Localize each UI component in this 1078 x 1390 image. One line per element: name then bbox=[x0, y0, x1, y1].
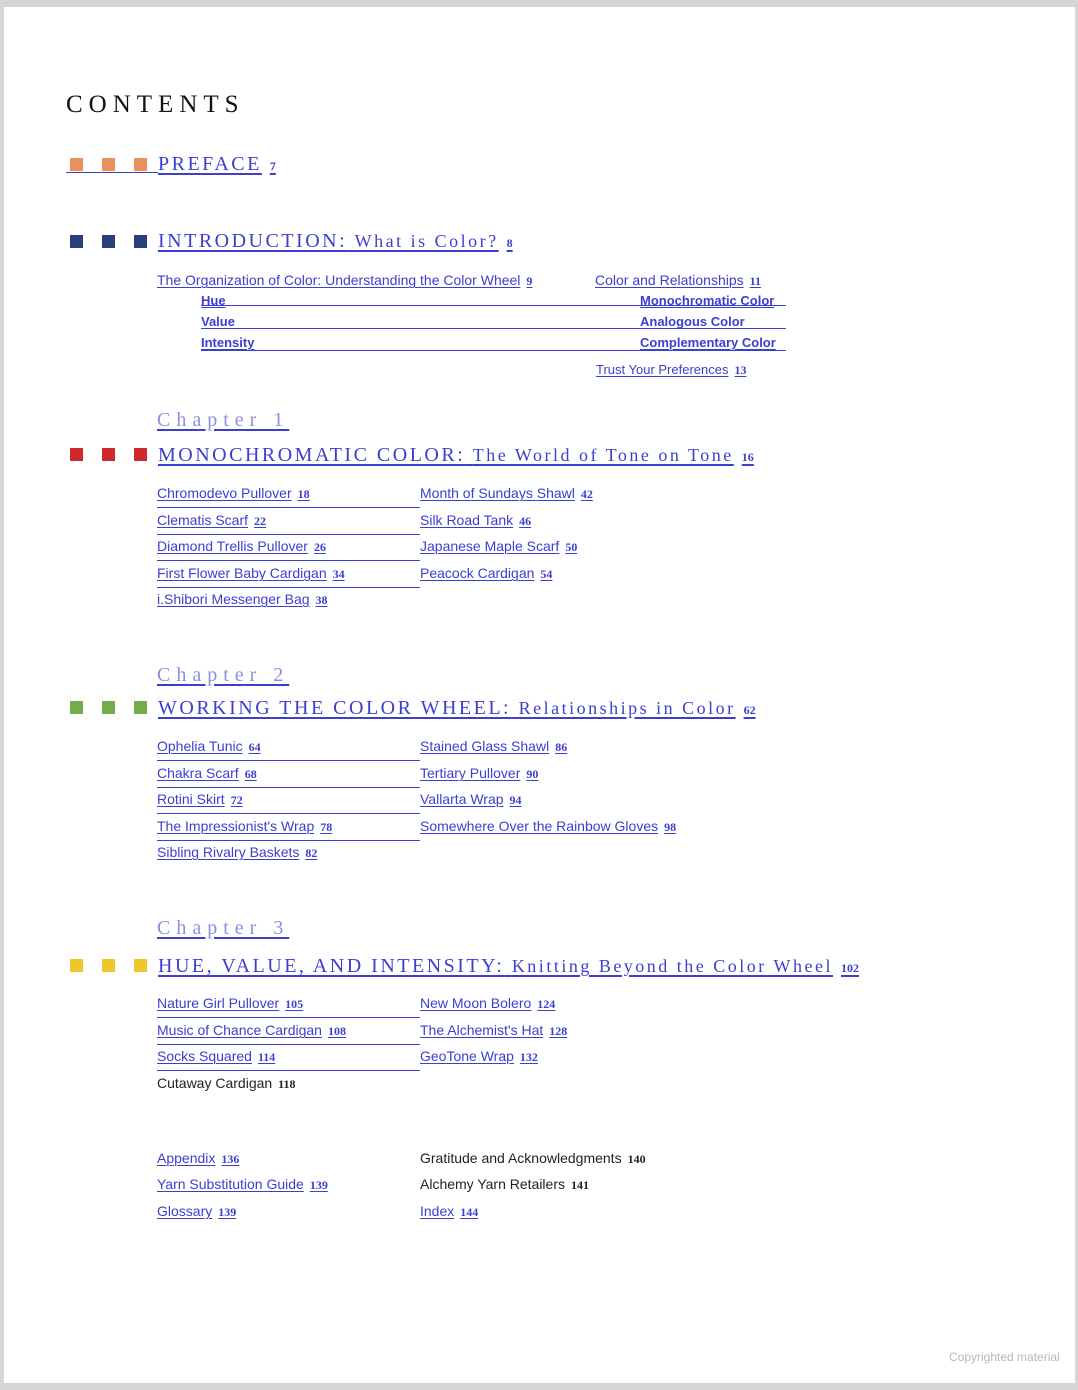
chapter-3-square-1 bbox=[70, 959, 83, 972]
entry-link[interactable]: Clematis Scarf 22 bbox=[157, 512, 267, 528]
hue-link[interactable]: Hue bbox=[201, 293, 226, 308]
entry-link[interactable]: Peacock Cardigan 54 bbox=[420, 565, 553, 581]
preface-rule bbox=[66, 172, 158, 173]
retailers-text: Alchemy Yarn Retailers 141 bbox=[420, 1176, 589, 1192]
value-link[interactable]: Value bbox=[201, 314, 235, 329]
row-rule bbox=[157, 534, 420, 535]
entry-link[interactable]: Somewhere Over the Rainbow Gloves 98 bbox=[420, 818, 677, 834]
chapter-2-heading-link[interactable]: WORKING THE COLOR WHEEL: Relationships in Color 62 bbox=[158, 697, 756, 719]
row-rule bbox=[157, 560, 420, 561]
entry-link[interactable]: Music of Chance Cardigan 108 bbox=[157, 1022, 346, 1038]
intro-right-link[interactable]: Color and Relationships 11 bbox=[595, 272, 761, 288]
entry-link[interactable]: i.Shibori Messenger Bag 38 bbox=[157, 591, 328, 607]
row-rule bbox=[157, 813, 420, 814]
entry-link[interactable]: Rotini Skirt 72 bbox=[157, 791, 243, 807]
chapter-1-square-3 bbox=[134, 448, 147, 461]
trust-preferences-link[interactable]: Trust Your Preferences 13 bbox=[596, 362, 747, 377]
chapter-2-square-3 bbox=[134, 701, 147, 714]
entry-link[interactable]: New Moon Bolero 124 bbox=[420, 995, 556, 1011]
preface-square-1 bbox=[70, 158, 83, 171]
intro-left-link[interactable]: The Organization of Color: Understanding the Color Wheel 9 bbox=[157, 272, 533, 288]
chapter-1-square-2 bbox=[102, 448, 115, 461]
row-rule bbox=[157, 587, 420, 588]
entry-link[interactable]: Silk Road Tank 46 bbox=[420, 512, 532, 528]
row-rule bbox=[157, 1070, 420, 1071]
entry-link[interactable]: Ophelia Tunic 64 bbox=[157, 738, 261, 754]
intensity-link[interactable]: Intensity bbox=[201, 335, 255, 350]
book-page bbox=[4, 7, 1075, 1383]
chapter-1-square-1 bbox=[70, 448, 83, 461]
intro-square-1 bbox=[70, 235, 83, 248]
entry-link[interactable]: Japanese Maple Scarf 50 bbox=[420, 538, 578, 554]
analogous-color-link[interactable]: Analogous Color bbox=[640, 314, 745, 329]
chapter-2-square-1 bbox=[70, 701, 83, 714]
row-rule bbox=[157, 760, 420, 761]
entry-link[interactable]: First Flower Baby Cardigan 34 bbox=[157, 565, 345, 581]
entry-link[interactable]: The Alchemist's Hat 128 bbox=[420, 1022, 568, 1038]
entry-link[interactable]: Chakra Scarf 68 bbox=[157, 765, 257, 781]
chapter-3-square-2 bbox=[102, 959, 115, 972]
entry-link[interactable]: Vallarta Wrap 94 bbox=[420, 791, 522, 807]
introduction-link[interactable]: INTRODUCTION: What is Color? 8 bbox=[158, 230, 513, 252]
row-rule bbox=[157, 1044, 420, 1045]
glossary-link[interactable]: Glossary 139 bbox=[157, 1203, 237, 1219]
chapter-3-heading-link[interactable]: HUE, VALUE, AND INTENSITY: Knitting Beyond the Color Wheel 102 bbox=[158, 955, 859, 977]
entry-link[interactable]: The Impressionist's Wrap 78 bbox=[157, 818, 333, 834]
preface-link[interactable]: PREFACE 7 bbox=[158, 153, 276, 175]
intro-square-2 bbox=[102, 235, 115, 248]
intro-square-3 bbox=[134, 235, 147, 248]
copyright-notice: Copyrighted material bbox=[949, 1350, 1060, 1364]
chapter-1-heading-link[interactable]: MONOCHROMATIC COLOR: The World of Tone on Tone 16 bbox=[158, 444, 754, 466]
entry-link[interactable]: Stained Glass Shawl 86 bbox=[420, 738, 568, 754]
entry-link[interactable]: Nature Girl Pullover 105 bbox=[157, 995, 304, 1011]
preface-square-3 bbox=[134, 158, 147, 171]
chapter-3-label: Chapter 3 bbox=[157, 917, 290, 939]
page-title: CONTENTS bbox=[66, 91, 245, 118]
chapter-3-square-3 bbox=[134, 959, 147, 972]
chapter-1-label: Chapter 1 bbox=[157, 409, 290, 431]
entry-link[interactable]: Diamond Trellis Pullover 26 bbox=[157, 538, 326, 554]
entry-link[interactable]: Tertiary Pullover 90 bbox=[420, 765, 539, 781]
yarn-substitution-link[interactable]: Yarn Substitution Guide 139 bbox=[157, 1176, 328, 1192]
entry-link[interactable]: Chromodevo Pullover 18 bbox=[157, 485, 310, 501]
chapter-2-label: Chapter 2 bbox=[157, 664, 290, 686]
entry-link[interactable]: GeoTone Wrap 132 bbox=[420, 1048, 538, 1064]
chapter-2-square-2 bbox=[102, 701, 115, 714]
entry-text: Cutaway Cardigan 118 bbox=[157, 1075, 296, 1091]
row-rule bbox=[157, 840, 420, 841]
acknowledgments-text: Gratitude and Acknowledgments 140 bbox=[420, 1150, 646, 1166]
entry-link[interactable]: Sibling Rivalry Baskets 82 bbox=[157, 844, 318, 860]
monochromatic-color-link[interactable]: Monochromatic Color bbox=[640, 293, 775, 308]
preface-square-2 bbox=[102, 158, 115, 171]
intro-rule-3 bbox=[201, 350, 786, 351]
row-rule bbox=[157, 507, 420, 508]
entry-link[interactable]: Socks Squared 114 bbox=[157, 1048, 276, 1064]
row-rule bbox=[157, 787, 420, 788]
row-rule bbox=[157, 1017, 420, 1018]
entry-link[interactable]: Month of Sundays Shawl 42 bbox=[420, 485, 593, 501]
complementary-color-link[interactable]: Complementary Color bbox=[640, 335, 776, 350]
index-link[interactable]: Index 144 bbox=[420, 1203, 479, 1219]
appendix-link[interactable]: Appendix 136 bbox=[157, 1150, 240, 1166]
